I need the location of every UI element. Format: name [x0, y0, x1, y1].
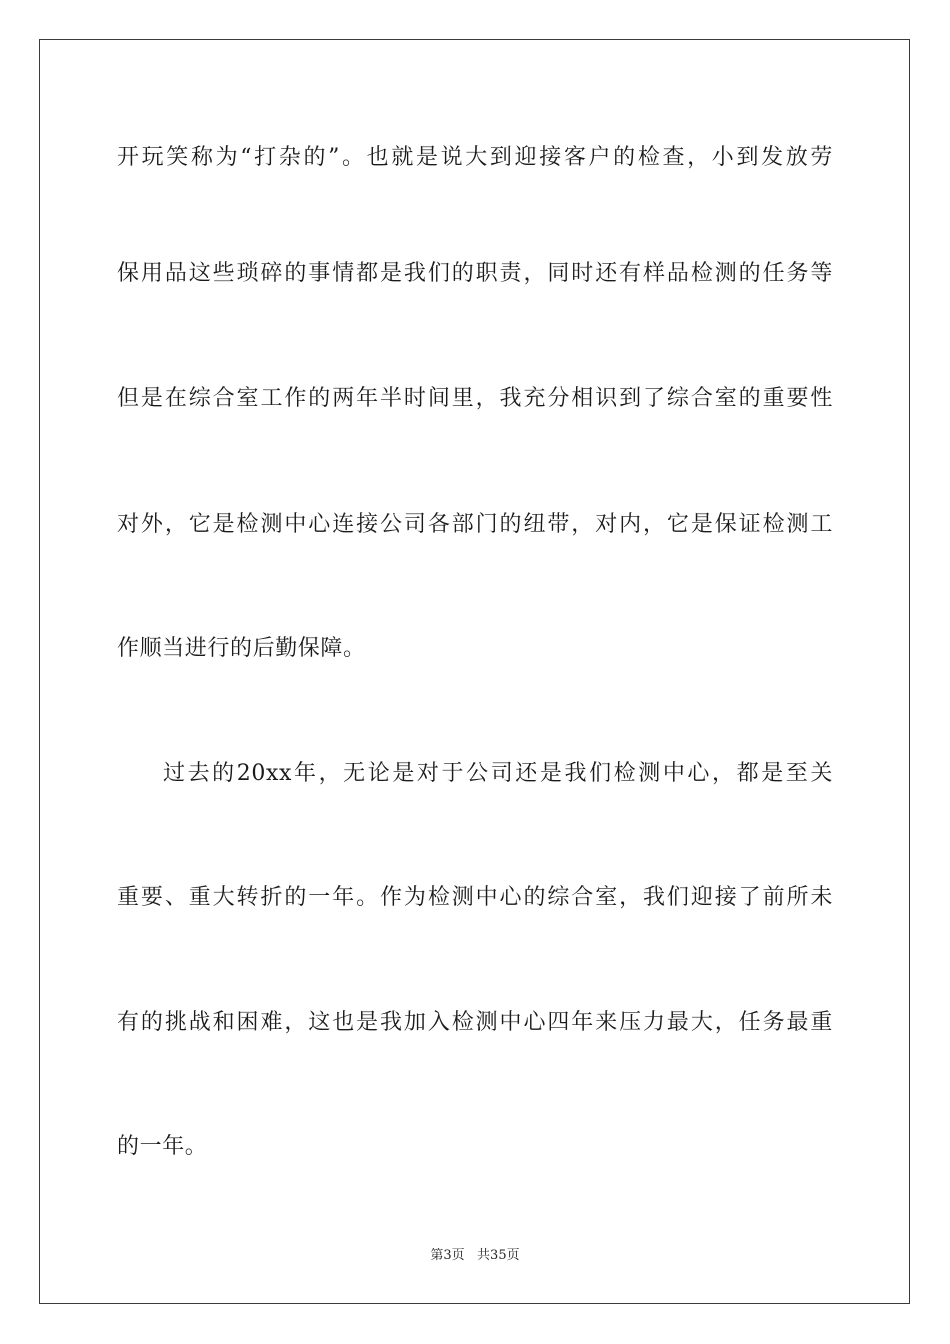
body-text-line-4: 对外，它是检测中心连接公司各部门的纽带，对内，它是保证检测工 — [117, 512, 833, 537]
body-text-line-6: 过去的20xx年，无论是对于公司还是我们检测中心，都是至关 — [163, 761, 833, 786]
body-text-line-9: 的一年。 — [117, 1134, 208, 1159]
body-text-line-7: 重要、重大转折的一年。作为检测中心的综合室，我们迎接了前所未 — [117, 885, 833, 910]
body-text-line-8: 有的挑战和困难，这也是我加入检测中心四年来压力最大，任务最重 — [117, 1010, 833, 1035]
body-text-line-3: 但是在综合室工作的两年半时间里，我充分相识到了综合室的重要性 — [117, 386, 833, 411]
page-number-footer: 第3页 共35页 — [430, 1248, 520, 1263]
body-text-line-2: 保用品这些琐碎的事情都是我们的职责，同时还有样品检测的任务等 — [117, 261, 833, 286]
page-border — [39, 39, 910, 1304]
body-text-line-5: 作顺当进行的后勤保障。 — [117, 636, 366, 661]
body-text-line-1: 开玩笑称为“打杂的”。也就是说大到迎接客户的检查，小到发放劳 — [117, 145, 833, 170]
